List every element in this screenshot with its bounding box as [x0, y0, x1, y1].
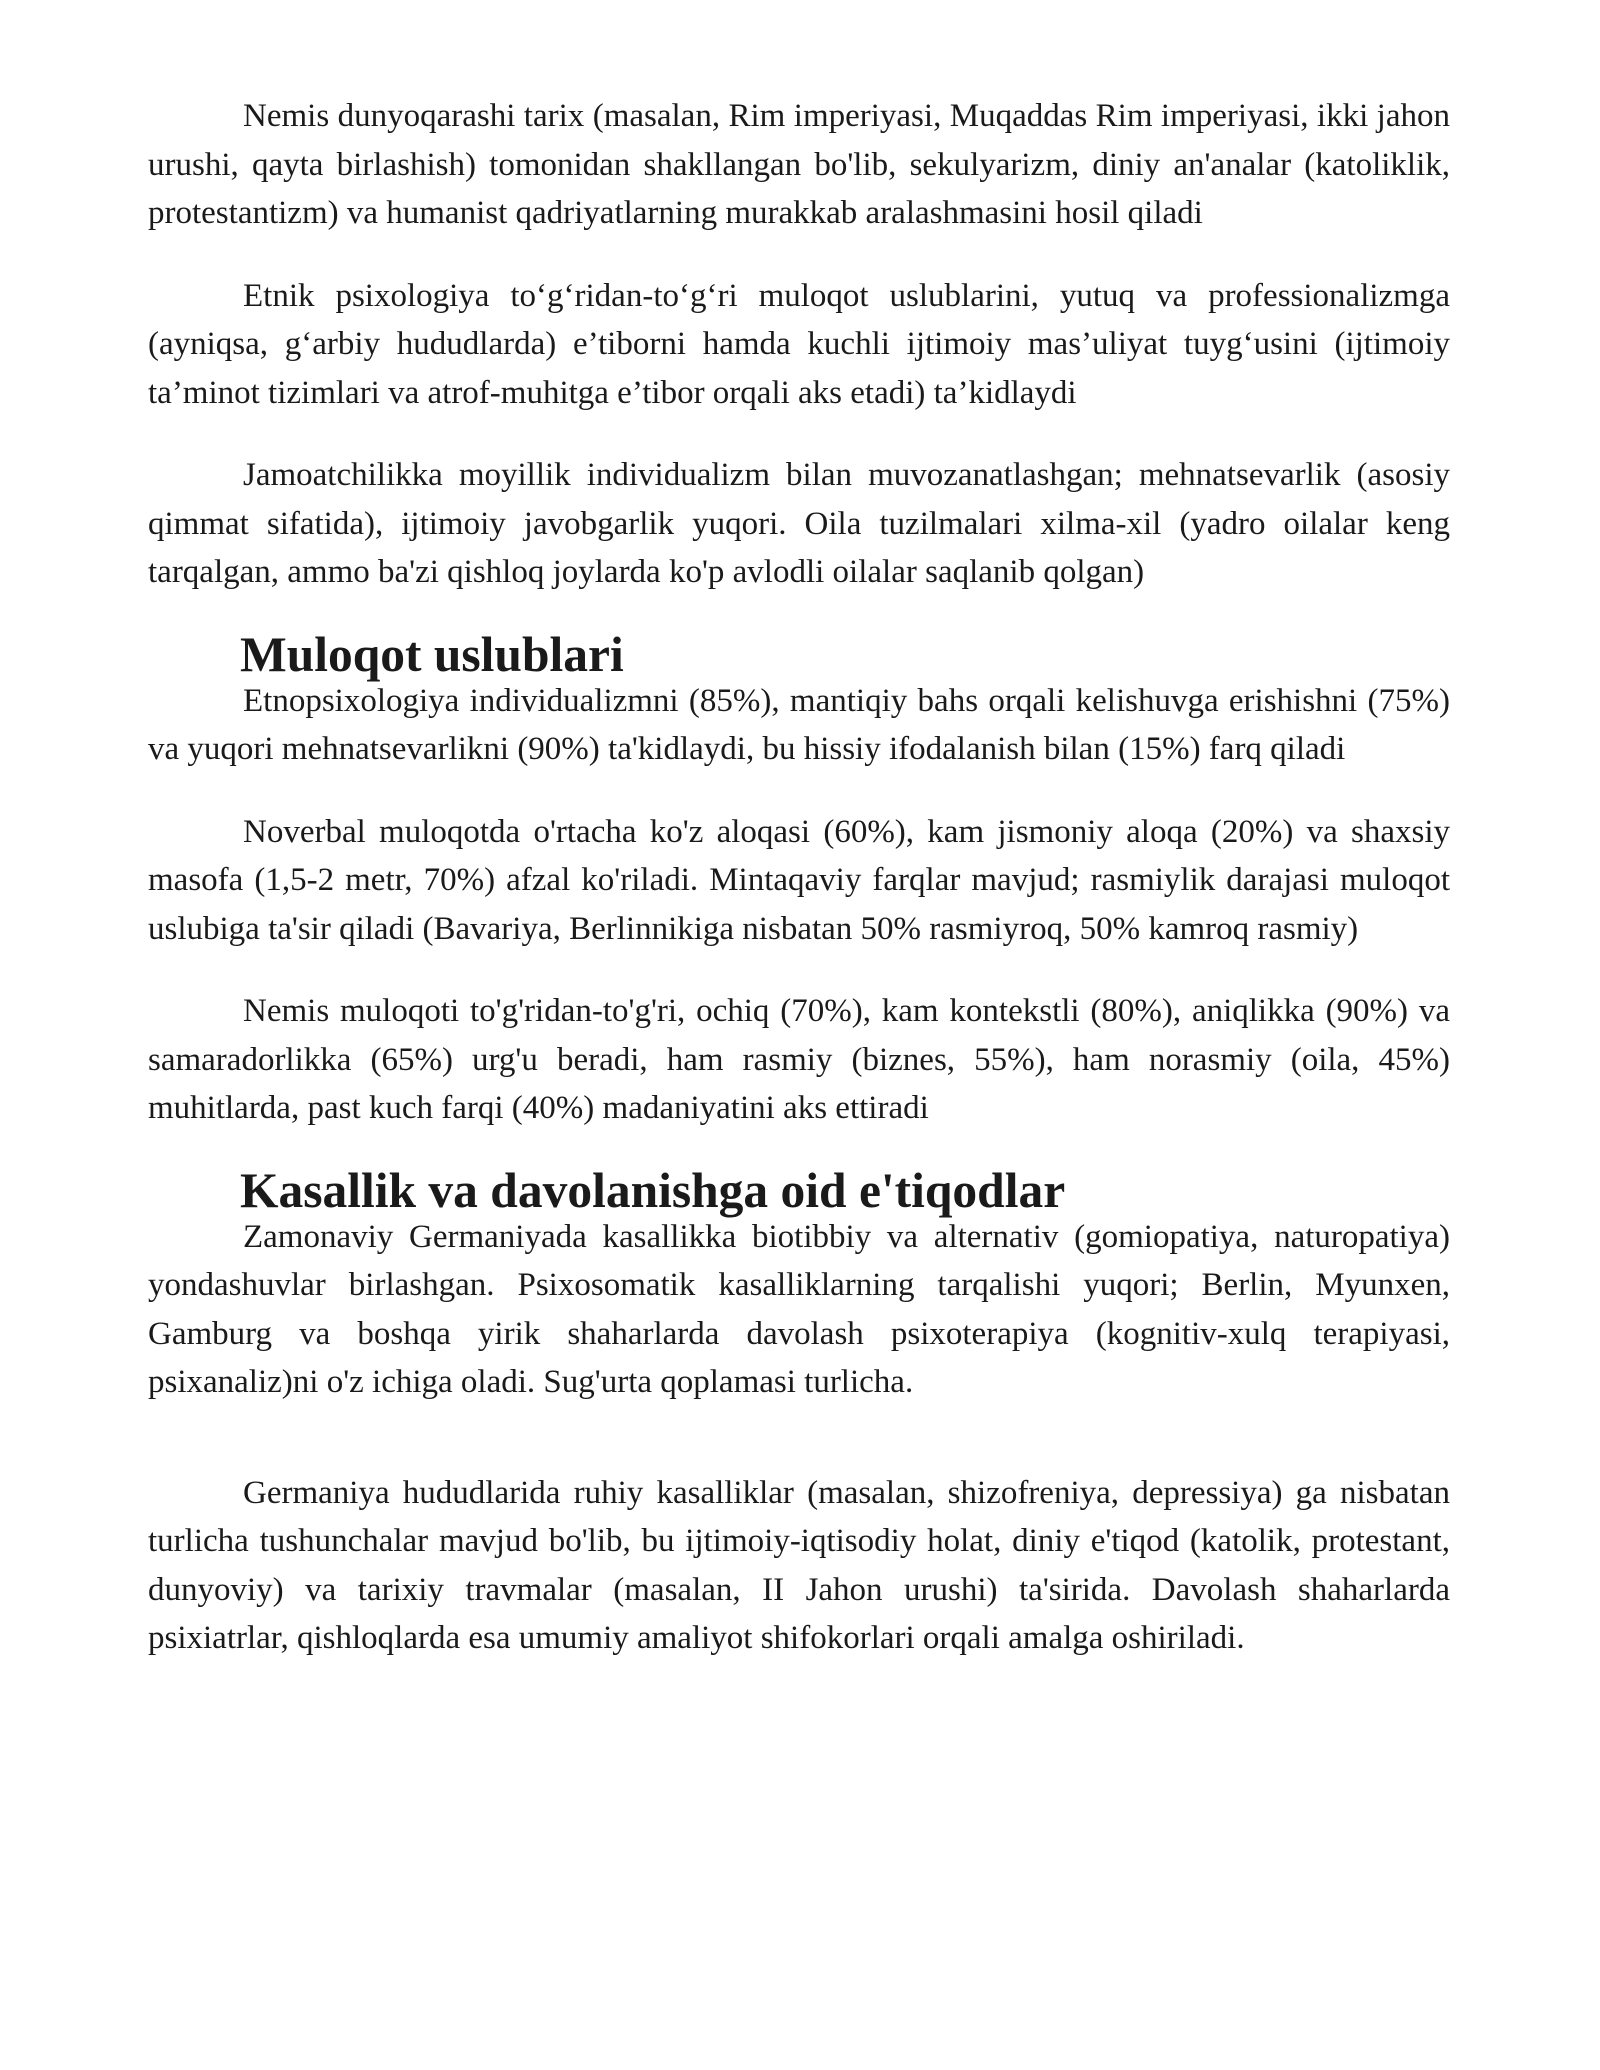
paragraph-nonverbal: Noverbal muloqotda o'rtacha ko'z aloqasi (60%), kam jismoniy aloqa (20%) va shaxsiy masofa (1,5-2 metr, 70%) afzal ko'riladi. Mintaqaviy farqlar mavjud; rasmiylik darajasi muloqot uslubiga ta'sir qiladi (Bavariya, Berlinnikiga nisbatan 50% rasmiyroq, 50% kamroq rasmiy)	[148, 813, 1450, 947]
document-page	[148, 92, 1450, 1663]
paragraph-mental-illness: Germaniya hududlarida ruhiy kasalliklar (masalan, shizofreniya, depressiya) ga nisbatan turlicha tushunchalar mavjud bo'lib, bu ijtimoiy-iqtisodiy holat, diniy e'tiqod (katolik, protestant, dunyoviy) va tarixiy travmalar (masalan, II Jahon urushi) ta'sirida. Davolash shaharlarda psixiatrlar, qishloqlarda esa umumiy amaliyot shifokorlari orqali amalga oshiriladi.	[148, 1474, 1450, 1656]
paragraph-gap	[148, 417, 1450, 451]
paragraph-gap	[148, 238, 1450, 272]
section-heading-communication: Muloqot uslublari	[240, 626, 624, 682]
paragraph-collectivism: Jamoatchilikka moyillik individualizm bilan muvozanatlashgan; mehnatsevarlik (asosiy qimmat sifatida), ijtimoiy javobgarlik yuqori. Oila tuzilmalari xilma-xil (yadro oilalar keng tarqalgan, ammo ba'zi qishloq joylarda ko'p avlodli oilalar saqlanib qolgan)	[148, 457, 1450, 590]
paragraph-gap	[148, 953, 1450, 987]
paragraph-gap	[148, 1407, 1450, 1469]
paragraph-modern-germany: Zamonaviy Germaniyada kasallikka biotibbiy va alternativ (gomiopatiya, naturopatiya) yondashuvlar birlashgan. Psixosomatik kasalliklarning tarqalishi yuqori; Berlin, Myunxen, Gamburg va boshqa yirik shaharlarda davolash psixoterapiya (kognitiv-xulq terapiyasi, psixanaliz)ni o'z ichiga oladi. Sug'urta qoplamasi turlicha.	[148, 1218, 1450, 1400]
paragraph-ethnic-psychology: Etnik psixologiya to‘g‘ridan-to‘g‘ri muloqot uslublarini, yutuq va professionalizmga (ayniqsa, g‘arbiy hududlarda) e’tiborni hamda kuchli ijtimoiy mas’uliyat tuyg‘usini (ijtimoiy ta’minot tizimlari va atrof-muhitga e’tibor orqali aks etadi) ta’kidlaydi	[148, 277, 1450, 411]
paragraph-worldview: Nemis dunyoqarashi tarix (masalan, Rim imperiyasi, Muqaddas Rim imperiyasi, ikki jahon urushi, qayta birlashish) tomonidan shakllangan bo'lib, sekulyarizm, diniy an'analar (katoliklik, protestantizm) va humanist qadriyatlarning murakkab aralashmasini hosil qiladi	[148, 98, 1450, 231]
paragraph-ethnopsychology: Etnopsixologiya individualizmni (85%), mantiqiy bahs orqali kelishuvga erishishni (75%) va yuqori mehnatsevarlikni (90%) ta'kidlaydi, bu hissiy ifodalanish bilan (15%) farq qiladi	[148, 682, 1450, 767]
paragraph-gap	[148, 774, 1450, 808]
section-heading-illness-beliefs: Kasallik va davolanishga oid e'tiqodlar	[240, 1162, 1066, 1218]
paragraph-german-communication: Nemis muloqoti to'g'ridan-to'g'ri, ochiq (70%), kam kontekstli (80%), aniqlikka (90%) va samaradorlikka (65%) urg'u beradi, ham rasmiy (biznes, 55%), ham norasmiy (oila, 45%) muhitlarda, past kuch farqi (40%) madaniyatini aks ettiradi	[148, 993, 1450, 1126]
